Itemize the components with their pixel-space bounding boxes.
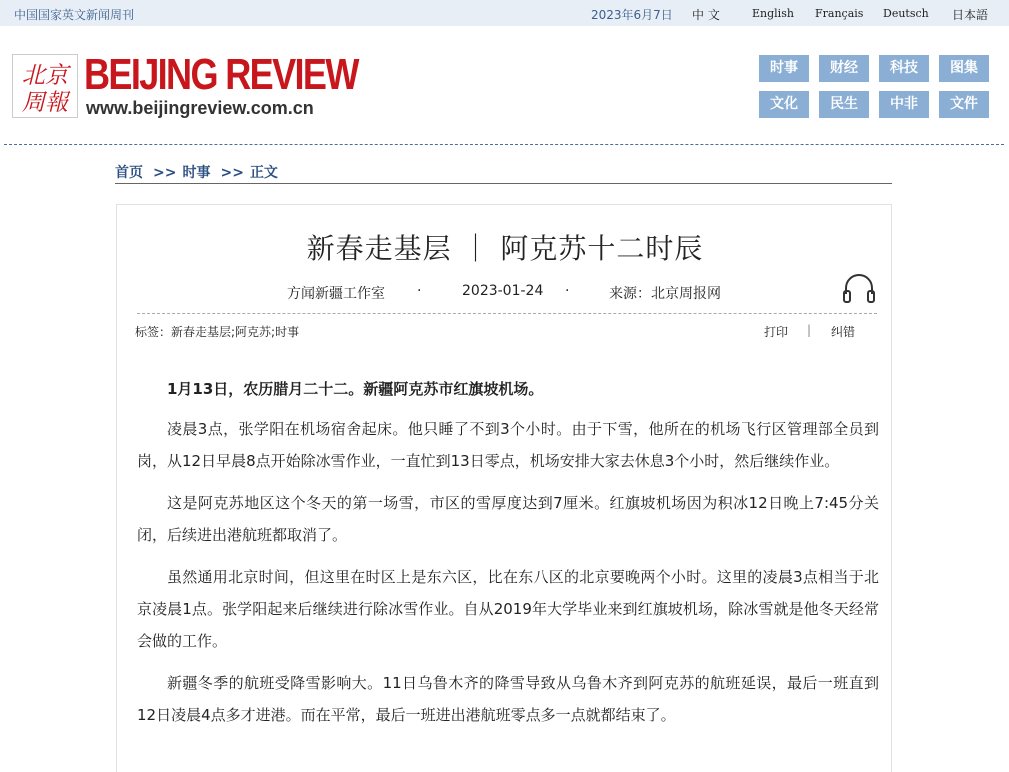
- meta-dot: ·: [417, 283, 422, 299]
- lang-link-german[interactable]: Deutsch: [883, 7, 929, 20]
- nav-livelihood[interactable]: 民生: [819, 91, 869, 118]
- article-lead: 1月13日，农历腊月二十二。新疆阿克苏市红旗坡机场。: [167, 380, 544, 398]
- breadcrumb-separator: >>: [153, 165, 177, 181]
- article-tags[interactable]: 标签：新春走基层;阿克苏;时事: [135, 325, 300, 339]
- meta-dot: ·: [565, 283, 570, 299]
- top-bar: [0, 0, 1009, 26]
- article-paragraph: 新疆冬季的航班受降雪影响大。11日乌鲁木齐的降雪导致从乌鲁木齐到阿克苏的航班延误，最后一班直到12日凌晨4点多才进港。而在平常，最后一班进出港航班零点多一点就都结束了。: [137, 674, 879, 724]
- article-paragraph: 这是阿克苏地区这个冬天的第一场雪，市区的雪厚度达到7厘米。红旗坡机场因为积冰12日晚上7:45分关闭，后续进出港航班都取消了。: [137, 494, 879, 544]
- nav-finance[interactable]: 财经: [819, 55, 869, 82]
- tool-separator: |: [807, 323, 812, 337]
- article-source: 来源：北京周报网: [609, 286, 721, 302]
- article-author: 方闻新疆工作室: [287, 286, 385, 302]
- meta-divider: [137, 313, 877, 314]
- header-divider: [4, 144, 1004, 145]
- breadcrumb: [115, 162, 892, 184]
- article-body: [137, 373, 879, 741]
- article-date: 2023-01-24: [462, 283, 544, 299]
- headphones-icon[interactable]: [842, 272, 876, 304]
- nav-current-affairs[interactable]: 时事: [759, 55, 809, 82]
- print-button[interactable]: 打印: [764, 325, 789, 339]
- site-tagline: 中国国家英文新闻周刊: [14, 8, 135, 22]
- lang-link-japanese[interactable]: 日本語: [952, 8, 989, 22]
- lang-link-english[interactable]: English: [752, 7, 794, 20]
- article-title: 新春走基层 ｜ 阿克苏十二时辰: [306, 232, 704, 265]
- article-paragraph: 凌晨3点，张学阳在机场宿舍起床。他只睡了不到3个小时。由于下雪，他所在的机场飞行区管理部全员到岗，从12日早晨8点开始除冰雪作业，一直忙到13日零点，机场安排大家去休息3个小时，然后继续作业。: [137, 420, 879, 470]
- brand-name: BEIJING REVIEW: [84, 50, 358, 99]
- nav-tech[interactable]: 科技: [879, 55, 929, 82]
- breadcrumb-home[interactable]: 首页: [115, 165, 143, 181]
- article-container: [116, 204, 892, 772]
- site-url: www.beijingreview.com.cn: [86, 98, 314, 118]
- lang-link-chinese[interactable]: 中 文: [692, 8, 720, 22]
- svg-text:北京: 北京: [21, 62, 69, 90]
- article-paragraph: 虽然通用北京时间，但这里在时区上是东六区，比在东八区的北京要晚两个小时。这里的凌晨3点相当于北京凌晨1点。张学阳起来后继续进行除冰雪作业。自从2019年大学毕业来到红旗坡机场，除冰雪就是他冬天经常会做的工作。: [137, 568, 879, 650]
- beijing-review-seal-icon: [12, 54, 78, 118]
- current-date: 2023年6月7日: [591, 8, 673, 22]
- breadcrumb-current: 正文: [249, 165, 278, 181]
- nav-documents[interactable]: 文件: [939, 91, 989, 118]
- site-logo[interactable]: [12, 50, 358, 122]
- nav-culture[interactable]: 文化: [759, 91, 809, 118]
- svg-text:周報: 周報: [21, 89, 69, 117]
- correction-button[interactable]: 纠错: [831, 325, 856, 339]
- nav-gallery[interactable]: 图集: [939, 55, 989, 82]
- lang-link-french[interactable]: Français: [815, 7, 864, 20]
- nav-china-africa[interactable]: 中非: [879, 91, 929, 118]
- breadcrumb-section[interactable]: 时事: [182, 165, 211, 181]
- breadcrumb-separator: >>: [220, 165, 244, 181]
